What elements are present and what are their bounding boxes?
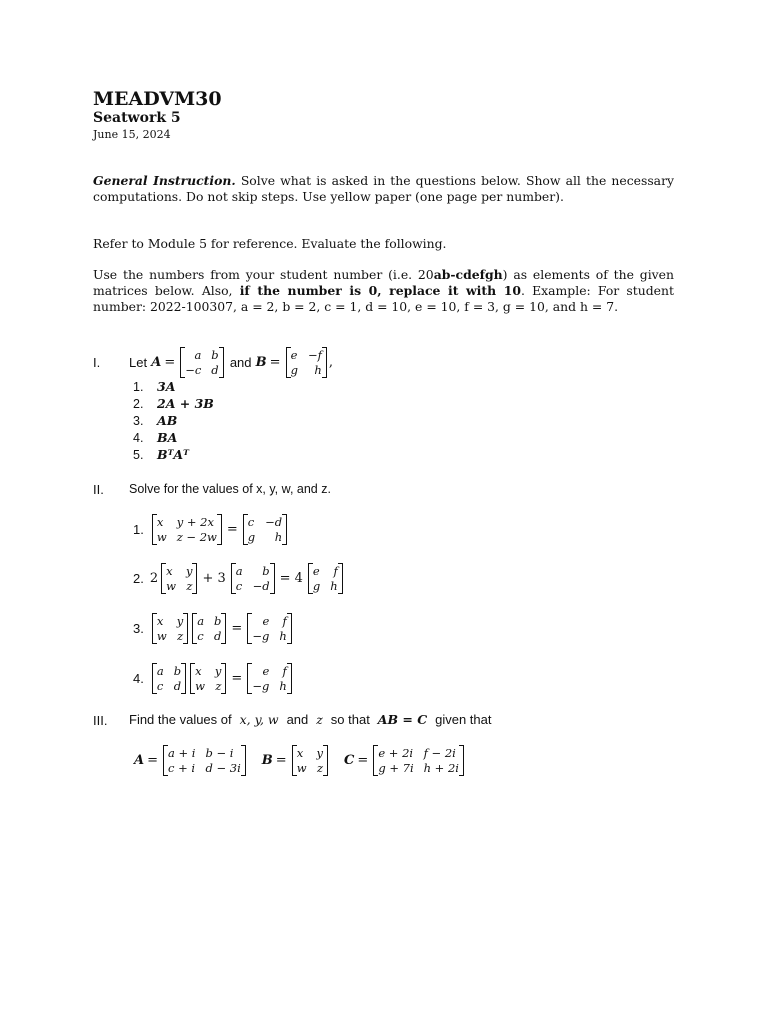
matrix-b: x y w z <box>292 745 328 776</box>
matrix-c-label: C <box>344 753 355 768</box>
equation-4: 4. a b c d x y w z = e f −g h <box>133 663 294 694</box>
instruction-label: General Instruction. <box>93 173 236 188</box>
matrix: x y w z <box>152 613 188 644</box>
list-item: 5. BᵀAᵀ <box>133 447 189 462</box>
matrix-a: a b −c d <box>180 347 223 378</box>
list-item: 1. 3A <box>133 379 176 394</box>
and-word: and <box>229 355 252 370</box>
section1-numeral: I. <box>93 355 101 370</box>
course-code: MEADVM30 <box>93 88 222 110</box>
general-instruction <box>93 173 674 205</box>
date: June 15, 2024 <box>93 128 171 141</box>
equation-3: 3. x y w z a b c d = e f −g h <box>133 613 294 644</box>
matrix: a b c d <box>192 613 226 644</box>
section1-list <box>133 378 214 463</box>
matrix: a b c d <box>152 663 186 694</box>
matrix: e f −g h <box>247 613 291 644</box>
matrix-c: e + 2i f − 2i g + 7i h + 2i <box>373 745 464 776</box>
matrix: e f −g h <box>247 663 291 694</box>
note-bold1: ab-cdefgh <box>433 267 503 282</box>
matrix-a-label: A <box>151 355 162 370</box>
equation-2: 2. 2 x y w z + 3 a b c −d = 4 e f g h <box>133 563 345 594</box>
matrix-b: e −f g h <box>286 347 327 378</box>
matrix-b-label: B <box>255 355 267 370</box>
seatwork-title: Seatwork 5 <box>93 110 181 126</box>
section3-numeral: III. <box>93 713 108 728</box>
matrix-b-label: B <box>261 753 273 768</box>
matrix-a-label: A <box>134 753 145 768</box>
section3-matrices: A = a + i b − i c + i d − 3i B = x y w z C = e + 2i f − 2i g + 7i h + 2i <box>134 745 466 776</box>
section1-definition: Let A = a b −c d and B = e −f g h , <box>129 348 333 377</box>
note-part3: . Example: For student number: 2022-100307, a = 2, b = 2, c = 1, d = 10, e = 10, f = 3, g = 10, and h = 7. <box>93 283 674 314</box>
matrix: e f g h <box>308 563 343 594</box>
list-item: 3. AB <box>133 413 178 428</box>
matrix: x y w z <box>161 563 197 594</box>
equation-1: 1. x y + 2x w z − 2w = c −d g h <box>133 514 289 545</box>
matrix: x y w z <box>190 663 226 694</box>
student-number-note <box>93 267 674 315</box>
matrix: c −d g h <box>243 514 287 545</box>
let-word: Let <box>129 355 148 370</box>
section2-numeral: II. <box>93 482 104 497</box>
reference-note: Refer to Module 5 for reference. Evaluate the following. <box>93 236 447 251</box>
section2-prompt: Solve for the values of x, y, w, and z. <box>129 482 331 496</box>
note-bold2: if the number is 0, replace it with 10 <box>239 283 521 298</box>
matrix: a b c −d <box>231 563 275 594</box>
matrix-a: a + i b − i c + i d − 3i <box>163 745 246 776</box>
note-part1: Use the numbers from your student number (i.e. 20 <box>93 267 434 282</box>
list-item: 4. BA <box>133 430 178 445</box>
list-item: 2. 2A + 3B <box>133 396 214 411</box>
section3-prompt: Find the values of x, y, w and z so that AB = C given that <box>129 712 492 727</box>
instruction-text: Solve what is asked in the questions below. Show all the necessary computations. Do not skip steps. Use yellow paper (one page per number). <box>93 173 674 204</box>
matrix: x y + 2x w z − 2w <box>152 514 222 545</box>
note-part2: ) as elements of the given matrices below. Also, <box>93 267 674 298</box>
